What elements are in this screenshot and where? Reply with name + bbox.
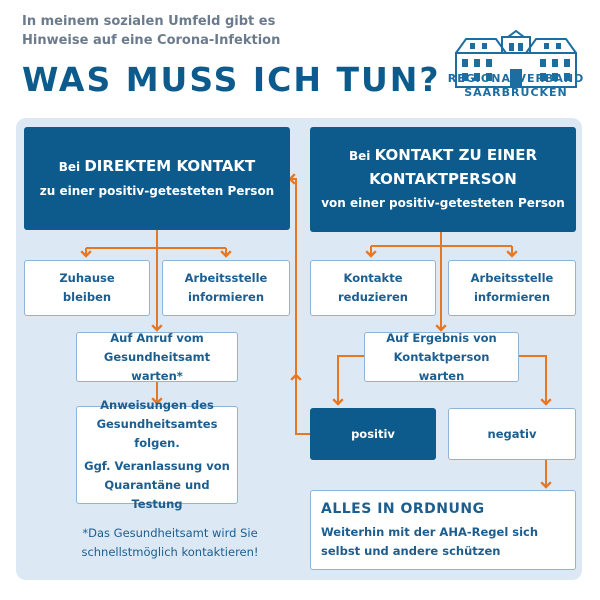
direct-contact-title: DIREKTEM KONTAKT: [84, 157, 256, 175]
step-inform-work-right-label: Arbeitsstelle informieren: [470, 271, 554, 304]
step-reduce-contacts: [310, 260, 436, 316]
step-stay-home-label: Zuhause bleiben: [59, 271, 115, 304]
result-positive: [310, 408, 436, 460]
all-ok-text: Weiterhin mit der AHA-Regel sich selbst und andere schützen: [321, 524, 539, 558]
direct-contact-header: [24, 127, 290, 230]
contact-person-prefix: Bei: [348, 149, 371, 163]
step-follow-instructions-label: Anweisungen des Gesundheitsamtes folgen.: [96, 398, 218, 450]
footnote: *Das Gesundheitsamt wird Sie schnellstmöglich kontaktieren!: [81, 526, 259, 559]
logo-line2: SAARBRÜCKEN: [464, 86, 568, 99]
intro-text: In meinem sozialen Umfeld gibt es Hinweise auf eine Corona-Infektion: [22, 14, 281, 48]
all-ok-title: ALLES IN ORDNUNG: [321, 500, 485, 517]
step-follow-instructions: [76, 398, 238, 511]
result-positive-label: positiv: [351, 427, 395, 441]
step-stay-home: [24, 260, 150, 316]
result-negative-label: negativ: [487, 426, 537, 441]
step-reduce-contacts-label: Kontakte reduzieren: [338, 271, 408, 304]
direct-contact-sub: zu einer positiv-getesteten Person: [39, 184, 275, 198]
contact-person-sub: von einer positiv-getesteten Person: [321, 196, 565, 210]
page-title: WAS MUSS ICH TUN?: [22, 60, 441, 99]
step-inform-work-left: [162, 260, 290, 316]
logo-line1: REGIONALVERBAND: [447, 72, 585, 85]
step-inform-work-left-label: Arbeitsstelle informieren: [184, 271, 268, 304]
step-inform-work-right: [448, 260, 576, 316]
step-wait-result-label: Auf Ergebnis von Kontaktperson warten: [386, 330, 497, 383]
step-wait-health-office-label: Auf Anruf vom Gesundheitsamt warten*: [103, 330, 211, 383]
contact-person-title: KONTAKT ZU EINER KONTAKTPERSON: [369, 146, 538, 188]
step-wait-health-office: [76, 332, 238, 382]
direct-contact-prefix: Bei: [58, 160, 81, 174]
step-wait-result: [364, 332, 519, 382]
step-quarantine-label: Ggf. Veranlassung von Quarantäne und Testung: [84, 459, 230, 511]
contact-person-header: [310, 127, 576, 232]
result-negative: [448, 408, 576, 460]
all-ok-box: [310, 490, 576, 570]
